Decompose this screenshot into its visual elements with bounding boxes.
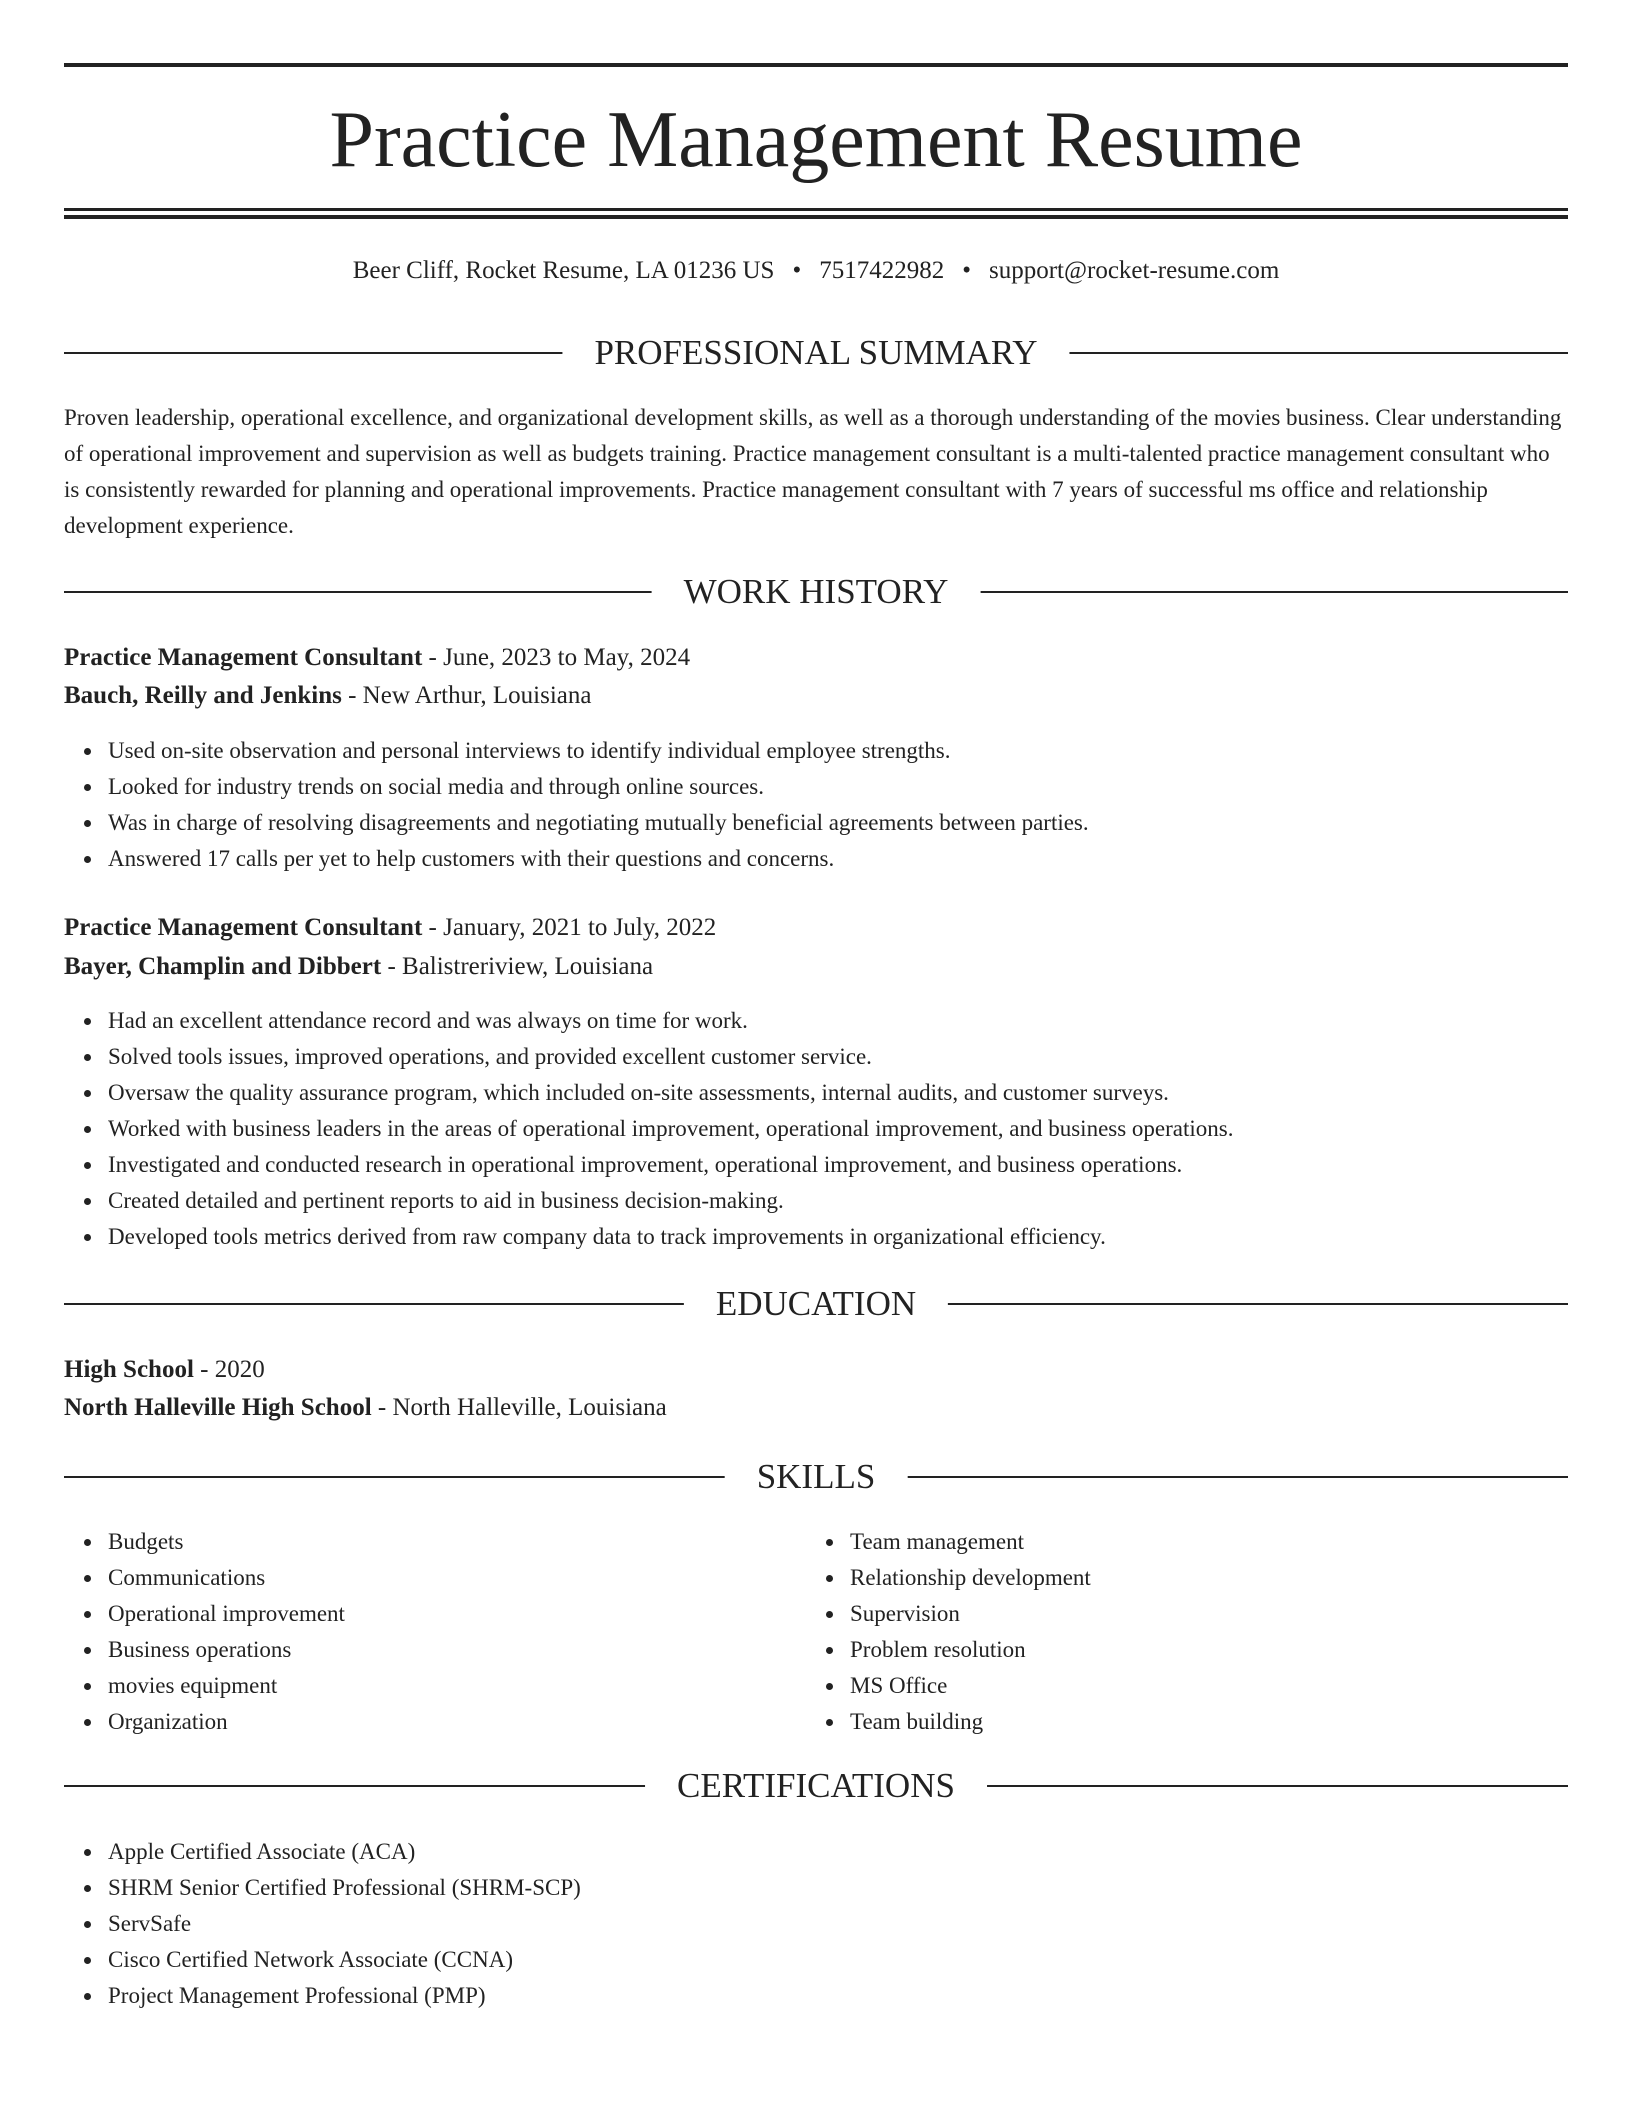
section-title-certifications: CERTIFICATIONS: [645, 1764, 987, 1808]
list-item: Project Management Professional (PMP): [108, 1978, 581, 2014]
list-item: MS Office: [850, 1668, 1091, 1704]
list-item: Business operations: [108, 1632, 345, 1668]
job-title-line: [64, 641, 690, 675]
education-degree-line: [64, 1353, 265, 1387]
job-location: - New Arthur, Louisiana: [341, 682, 592, 709]
section-header-certifications: [64, 1764, 1568, 1808]
education-degree: High School: [64, 1356, 194, 1383]
education-location: - North Halleville, Louisiana: [371, 1394, 667, 1421]
contact-address: Beer Cliff, Rocket Resume, LA 01236 US: [352, 257, 775, 284]
job-dates: - June, 2023 to May, 2024: [422, 644, 691, 671]
education-year: - 2020: [193, 1356, 265, 1383]
list-item: Relationship development: [850, 1560, 1091, 1596]
job-title-line: [64, 911, 716, 945]
contact-phone[interactable]: 7517422982: [819, 257, 945, 284]
list-item: ServSafe: [108, 1906, 581, 1942]
job-company: Bayer, Champlin and Dibbert: [64, 953, 382, 980]
job-company: Bauch, Reilly and Jenkins: [64, 682, 342, 709]
education-school: North Halleville High School: [64, 1394, 372, 1421]
contact-line: [64, 254, 1568, 288]
list-item: Oversaw the quality assurance program, which included on-site assessments, internal audits, and customer surveys.: [108, 1075, 1233, 1111]
list-item: Cisco Certified Network Associate (CCNA): [108, 1942, 581, 1978]
job-company-line: [64, 950, 653, 984]
list-item: Created detailed and pertinent reports to aid in business decision-making.: [108, 1183, 1233, 1219]
job-title: Practice Management Consultant: [64, 644, 423, 671]
contact-separator: •: [792, 257, 802, 284]
list-item: Problem resolution: [850, 1632, 1091, 1668]
section-header-skills: [64, 1455, 1568, 1499]
page-title: Practice Management Resume: [329, 96, 1303, 184]
section-header-education: [64, 1282, 1568, 1326]
skills-list-left: [64, 1524, 345, 1740]
skills-list-right: [806, 1524, 1091, 1740]
job-dates: - January, 2021 to July, 2022: [422, 914, 717, 941]
list-item: SHRM Senior Certified Professional (SHRM-SCP): [108, 1870, 581, 1906]
list-item: Used on-site observation and personal interviews to identify individual employee strengths.: [108, 733, 1089, 769]
list-item: Looked for industry trends on social media and through online sources.: [108, 769, 1089, 805]
list-item: Organization: [108, 1704, 345, 1740]
header-bottom-rule-double: [64, 215, 1568, 219]
list-item: Developed tools metrics derived from raw company data to track improvements in organizational efficiency.: [108, 1219, 1233, 1255]
list-item: Had an excellent attendance record and was always on time for work.: [108, 1003, 1233, 1039]
list-item: Team management: [850, 1524, 1091, 1560]
section-title-education: EDUCATION: [684, 1282, 948, 1326]
list-item: Communications: [108, 1560, 345, 1596]
job-title: Practice Management Consultant: [64, 914, 423, 941]
section-title-summary: PROFESSIONAL SUMMARY: [562, 331, 1069, 375]
header-bottom-rule: [64, 208, 1568, 211]
job-location: - Balistreriview, Louisiana: [381, 953, 654, 980]
list-item: Investigated and conducted research in operational improvement, operational improvement, and business operations.: [108, 1147, 1233, 1183]
contact-separator: •: [962, 257, 971, 284]
education-school-line: [64, 1391, 667, 1425]
list-item: Answered 17 calls per yet to help customers with their questions and concerns.: [108, 841, 1089, 877]
list-item: Supervision: [850, 1596, 1091, 1632]
list-item: Worked with business leaders in the areas of operational improvement, operational improvement, and business operations.: [108, 1111, 1233, 1147]
header-top-rule: [64, 63, 1568, 67]
list-item: Budgets: [108, 1524, 345, 1560]
list-item: movies equipment: [108, 1668, 345, 1704]
job-bullets: [64, 733, 1089, 877]
job-bullets: [64, 1003, 1233, 1255]
list-item: Apple Certified Associate (ACA): [108, 1834, 581, 1870]
contact-email[interactable]: support@rocket-resume.com: [988, 257, 1280, 284]
list-item: Operational improvement: [108, 1596, 345, 1632]
job-company-line: [64, 679, 592, 713]
list-item: Solved tools issues, improved operations, and provided excellent customer service.: [108, 1039, 1233, 1075]
certifications-list: [64, 1834, 581, 2014]
list-item: Team building: [850, 1704, 1091, 1740]
section-header-summary: [64, 331, 1568, 375]
professional-summary: Proven leadership, operational excellence, and organizational development skills, as well as a thorough understanding of the movies business. Clear understanding of operational improvement and supervision as well as budgets training. Practice management consultant is a multi-talented practice management consultant who is consistently rewarded for planning and operational improvements. Practice management consultant with 7 years of successful ms office and relationship development experience.: [64, 405, 1562, 538]
list-item: Was in charge of resolving disagreements and negotiating mutually beneficial agreements between parties.: [108, 805, 1089, 841]
section-title-skills: SKILLS: [725, 1455, 908, 1499]
section-header-work: [64, 570, 1568, 614]
section-title-work: WORK HISTORY: [652, 570, 981, 614]
